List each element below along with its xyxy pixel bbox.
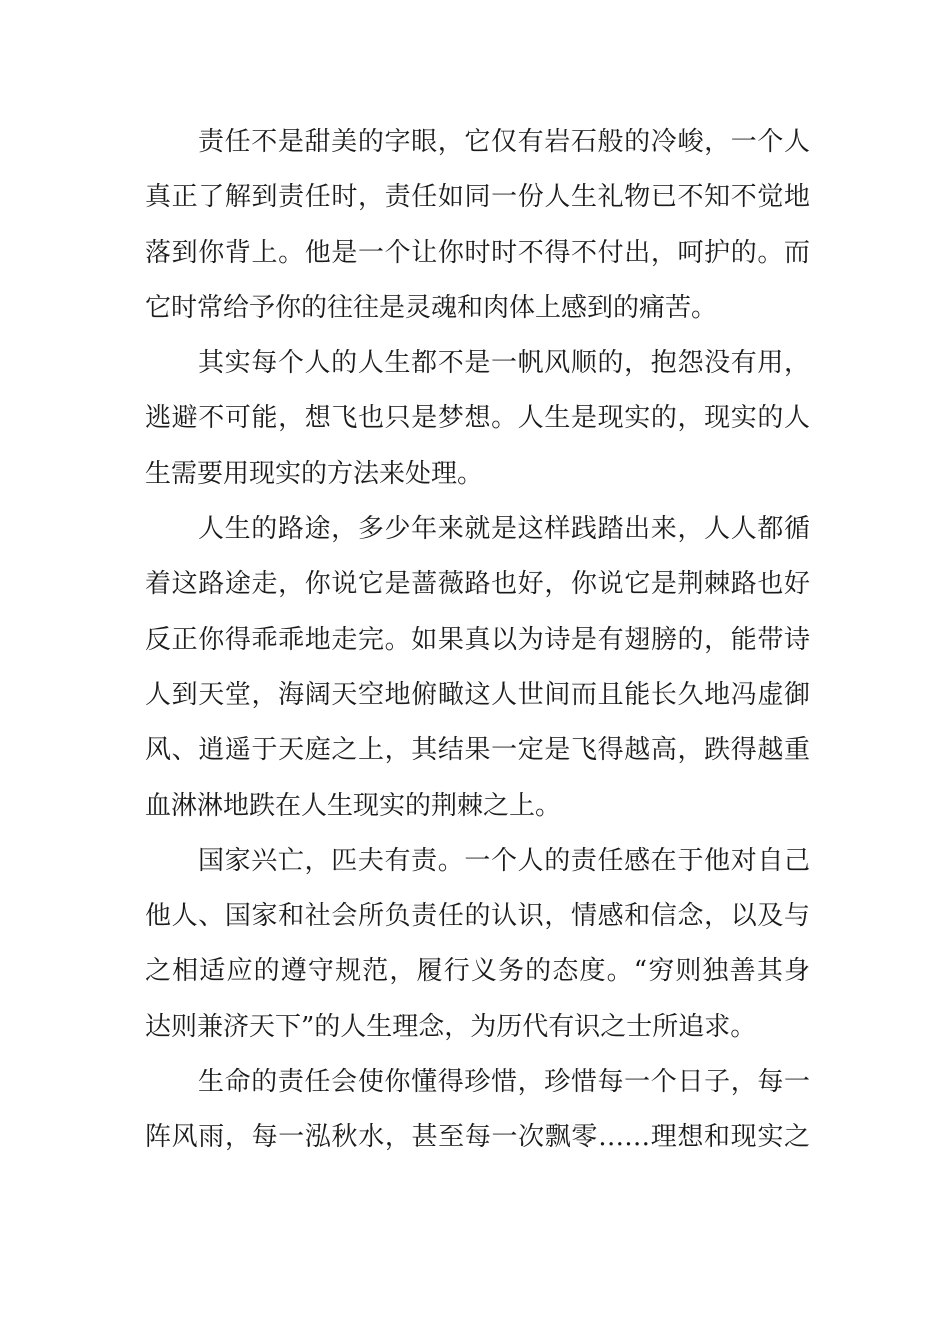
paragraph-3-line-1: 人生的路途，多少年来就是这样践踏出来，人人都循 — [198, 514, 810, 545]
paragraph-1-line-2: 真正了解到责任时，责任如同一份人生礼物已不知不觉地 — [145, 182, 810, 213]
paragraph-3-line-2: 着这路途走，你说它是蔷薇路也好，你说它是荆棘路也好 — [145, 569, 810, 600]
paragraph-3-line-5: 风、逍遥于天庭之上，其结果一定是飞得越高，跌得越重 — [145, 735, 810, 766]
paragraph-4-line-3: 之相适应的遵守规范，履行义务的态度。“穷则独善其身 — [145, 956, 810, 987]
paragraph-3-line-4: 人到天堂，海阔天空地俯瞰这人世间而且能长久地冯虚御 — [145, 679, 810, 710]
paragraph-1-line-4: 它时常给予你的往往是灵魂和肉体上感到的痛苦。 — [145, 292, 718, 323]
document-body — [145, 115, 810, 1166]
paragraph-2-line-3: 生需要用现实的方法来处理。 — [145, 458, 484, 489]
paragraph-4-line-1: 国家兴亡，匹夫有责。一个人的责任感在于他对自己 — [198, 845, 810, 876]
paragraph-4-line-2: 他人、国家和社会所负责任的认识，情感和信念，以及与 — [145, 901, 810, 932]
paragraph-1-line-1: 责任不是甜美的字眼，它仅有岩石般的冷峻，一个人 — [198, 127, 810, 157]
paragraph-2-line-2: 逃避不可能，想飞也只是梦想。人生是现实的，现实的人 — [145, 403, 810, 434]
paragraph-1-line-3: 落到你背上。他是一个让你时时不得不付出，呵护的。而 — [145, 237, 810, 268]
paragraph-4-line-4: 达则兼济天下”的人生理念，为历代有识之士所追求。 — [145, 1011, 757, 1042]
paragraph-5-line-1: 生命的责任会使你懂得珍惜，珍惜每一个日子，每一 — [198, 1067, 810, 1098]
paragraph-3-line-6: 血淋淋地跌在人生现实的荆棘之上。 — [145, 790, 562, 821]
paragraph-3-line-3: 反正你得乖乖地走完。如果真以为诗是有翅膀的，能带诗 — [145, 624, 810, 655]
paragraph-2-line-1: 其实每个人的人生都不是一帆风顺的，抱怨没有用， — [198, 348, 810, 379]
paragraph-5-line-2: 阵风雨，每一泓秋水，甚至每一次飘零……理想和现实之 — [145, 1122, 810, 1153]
